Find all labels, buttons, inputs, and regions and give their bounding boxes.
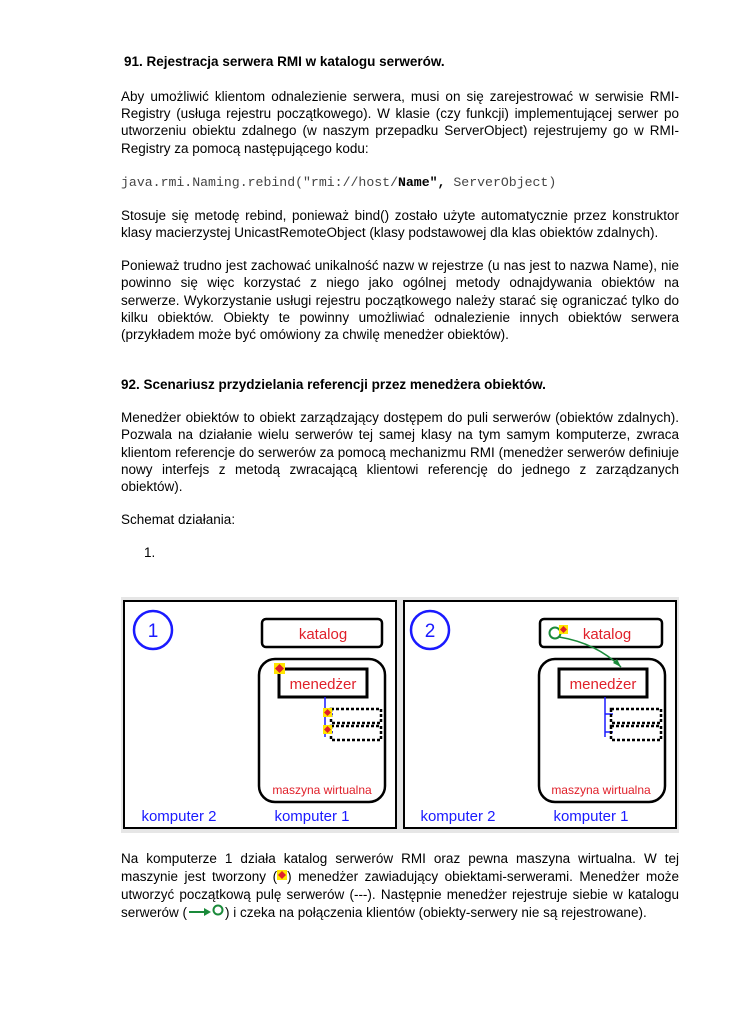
schema-label: Schemat działania:	[121, 512, 236, 528]
panel-1-menedzer-label: menedżer	[289, 676, 357, 693]
panel-2-vm-label: maszyna wirtualna	[551, 783, 651, 797]
code-after: ServerObject)	[445, 174, 557, 190]
diagram-svg	[121, 597, 679, 833]
create-diamond-icon	[277, 868, 287, 886]
section-91-para1: Aby umożliwić klientom odnalezienie serwera, musi on się zarejestrować w serwisie RMI-Registry (usługa rejestru początkowego). W klasie (czy funkcji) implementującej serwer po utworzeniu obiektu zdalnego (w naszym przepadku ServerObject) rejestrujemy go w RMI-Registry za pomocą następującego kodu:	[121, 89, 679, 156]
panel-2-katalog-label: katalog	[582, 626, 632, 643]
panel-2	[400, 597, 679, 833]
section-91-para3: Ponieważ trudno jest zachować unikalność nazw w rejestrze (u nas jest to nazwa Name), nie powinno się więc korzystać z niego jako ogólnej metody odnajdywania obiektów na serwerze. Wykorzystanie usługi rejestru początkowego należy starać się ograniczać tylko do kilku obiektów. Obiekty te powinny umożliwiać odnalezienie innych obiektów serwera (przykładem może być omówiony za chwilę menedżer obiektów).	[121, 258, 679, 343]
panel-1-katalog-label: katalog	[298, 626, 348, 643]
closing-paragraph	[121, 850, 679, 924]
closing-part1: Na komputerze 1 działa katalog serwerów RMI oraz pewna maszyna wirtualna. W tej maszynie jest tworzony (	[121, 851, 679, 884]
code-line	[121, 174, 679, 191]
list-marker: 1.	[144, 545, 156, 561]
panel-2-katalog-marker	[559, 625, 568, 634]
code-before: java.rmi.Naming.rebind("rmi://host/	[121, 174, 398, 190]
panel-1-create-marker	[274, 663, 285, 674]
panel-1-komputer-1: komputer 1	[274, 808, 350, 825]
panel-1-komputer-2: komputer 2	[141, 808, 217, 825]
section-91-para2: Stosuje się metodę rebind, ponieważ bind() zostało użyte automatycznie przez konstruktor klasy macierzystej UnicastRemoteObject (klasy podstawowej dla klas obiektów zdalnych).	[121, 207, 679, 241]
panel-2-number: 2	[424, 621, 436, 642]
closing-part3: ) i czeka na połączenia klientów (obiekty-serwery nie są rejestrowane).	[225, 905, 647, 920]
page-content	[121, 53, 679, 562]
panel-2-menedzer-label: menedżer	[569, 676, 637, 693]
section-92-para1: Menedżer obiektów to obiekt zarządzający dostępem do puli serwerów (obiektów zdalnych). Pozwala na działanie wielu serwerów tej samej klasy na tym samym komputerze, zwraca klientom referencje do serwerów za pomocą mechanizmu RMI (menedżer serwerów definiuje nowy interfejs z metodą zwracającą klientowi referencję do jednego z zarządzanych obiektów).	[121, 410, 679, 495]
panel-2-komputer-2: komputer 2	[420, 808, 496, 825]
panel-1-vm-label: maszyna wirtualna	[272, 783, 372, 797]
panel-1	[121, 597, 400, 833]
diagram	[121, 597, 679, 833]
section-91-heading: 91. Rejestracja serwera RMI w katalogu serwerów.	[124, 54, 445, 69]
panel-2-komputer-1: komputer 1	[553, 808, 629, 825]
register-arrow-icon	[187, 903, 225, 924]
section-92-heading: 92. Scenariusz przydzielania referencji przez menedżera obiektów.	[121, 377, 546, 393]
closing-part2: ) menedżer zawiadujący obiektami-serwerami. Menedżer może utworzyć początkową pulę serwerów (---). Następnie menedżer rejestruje siebie w katalogu serwerów (	[121, 868, 679, 920]
panel-1-number: 1	[147, 621, 159, 642]
code-bold: Name",	[397, 174, 446, 190]
